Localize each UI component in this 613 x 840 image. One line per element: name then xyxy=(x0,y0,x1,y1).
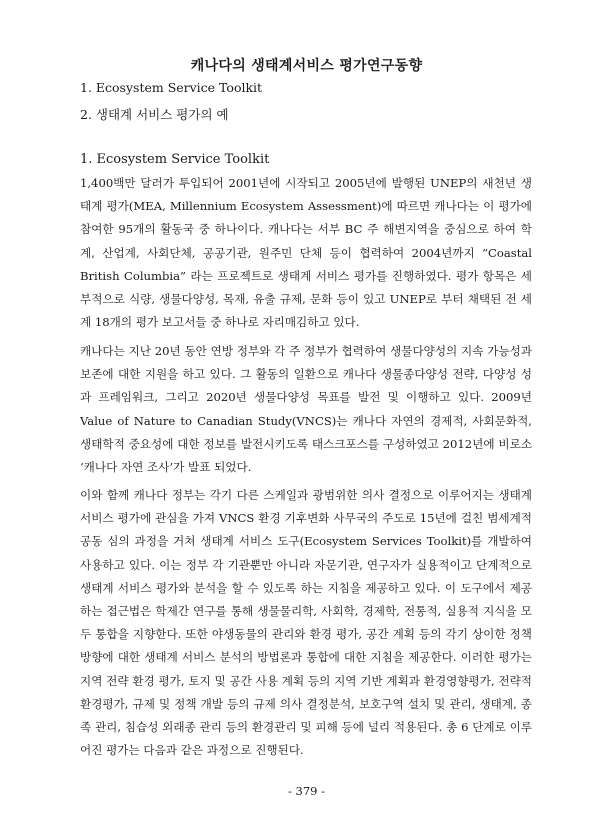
paragraph-1: 1,400백만 달러가 투입되어 2001년에 시작되고 2005년에 발행된 UNEP의 새천년 생태계 평가(MEA, Millennium Ecosystem Assessment)에 따르면 캐나다는 이 평가에 참여한 95개의 활동국 중 하나이다. 캐나다는 서부 BC 주 해변지역을 중심으로 하여 학계, 산업계, 사회단체, 공공기관, 원주민 단체 등이 협력하여 2004년까지 “Coastal British Columbia” 라는 프로젝트로 생태계 서비스 평가를 진행하였다. 평가 항목은 세부적으로 식량, 생물다양성, 목재, 유출 규제, 문화 등이 있고 UNEP로 부터 채택된 전 세계 18개의 평가 보고서들 중 하나로 자리매김하고 있다. xyxy=(80,176,532,330)
toc-item-1: 1. Ecosystem Service Toolkit xyxy=(80,80,263,95)
section-heading: 1. Ecosystem Service Toolkit xyxy=(80,152,270,167)
page-number: - 379 - xyxy=(287,784,326,798)
paragraph-3: 이와 함께 캐나다 정부는 각기 다른 스케일과 광범위한 의사 결정으로 이루어지는 생태계 서비스 평가에 관심을 가져 VNCS 환경 기후변화 사무국의 주도로 15년에 걸친 범세계적 공동 심의 과정을 거쳐 생태계 서비스 도구(Ecosystem Services Toolkit)를 개발하여 사용하고 있다. 이는 정부 각 기관뿐만 아니라 자문기관, 연구자가 실용적이고 단계적으로 생태계 서비스 평가와 분석을 할 수 있도록 하는 지침을 제공하고 있다. 이 도구에서 제공하는 접근법은 학제간 연구를 통해 생물물리학, 사회학, 경제학, 전통적, 실용적 지식을 모두 통합을 지향한다. 또한 야생동물의 관리와 환경 평가, 공간 계획 등의 각기 상이한 정책 방향에 대한 생태계 서비스 분석의 방법론과 통합에 대한 지침을 제공한다. 이러한 평가는 지역 전략 환경 평가, 토지 및 공간 사용 계획 등의 지역 기반 계획과 환경영향평가, 전략적 환경평가, 규제 및 정책 개발 등의 규제 의사 결정분석, 보호구역 설치 및 관리, 생태계, 종족 관리, 침습성 외래종 관리 등의 환경관리 및 피해 등에 널리 적용된다. 총 6 단계로 이루어진 평가는 다음과 같은 과정으로 진행된다. xyxy=(80,488,532,758)
toc-item-2: 2. 생태계 서비스 평가의 예 xyxy=(80,107,229,122)
document-title: 캐나다의 생태계서비스 평가연구동향 xyxy=(190,58,423,74)
paragraph-2: 캐나다는 지난 20년 동안 연방 정부와 각 주 정부가 협력하여 생물다양성의 지속 가능성과 보존에 대한 지원을 하고 있다. 그 활동의 일환으로 캐나다 생물종다양성 전략, 다양성 성과 프레임워크, 그리고 2020년 생물다양성 목표를 발전 및 이행하고 있다. 2009년 Value of Nature to Canadian Study(VNCS)는 캐나다 자연의 경제적, 사회문화적, 생태학적 중요성에 대한 정보를 발전시키도록 태스크포스를 구성하였고 2012년에 비로소 ‘캐나다 자연 조사’가 발표 되었다. xyxy=(80,344,532,475)
